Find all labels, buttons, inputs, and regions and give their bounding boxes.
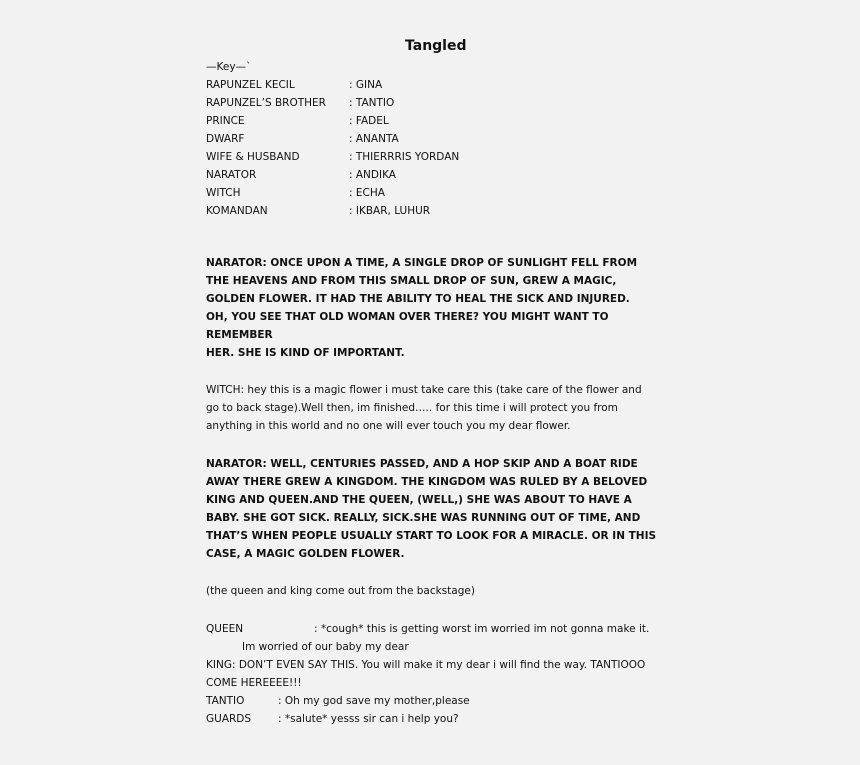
dialogue-row-king: KING: DON’T EVEN SAY THIS. You will make it my dear i will find the way. TANTIOOO [206,659,646,671]
paragraph-line: REMEMBER [206,329,273,341]
dialogue-row-queen [206,620,666,638]
cast-actor: : TANTIO [349,97,395,109]
speaker-name: TANTIO [206,695,245,707]
speaker-line: : *cough* this is getting worst im worried im not gonna make it. [314,623,650,635]
paragraph-line: GOLDEN FLOWER. IT HAD THE ABILITY TO HEAL THE SICK AND INJURED. [206,293,630,305]
cast-actor: : FADEL [349,115,389,127]
cast-actor: : GINA [349,79,383,91]
cast-row [206,94,666,112]
cast-role: RAPUNZEL KECIL [206,79,295,91]
cast-list [206,76,666,220]
paragraph-line: HER. SHE IS KIND OF IMPORTANT. [206,347,405,359]
paragraph-line: CASE, A MAGIC GOLDEN FLOWER. [206,548,405,560]
speaker-name: GUARDS [206,713,252,725]
cast-role: WIFE & HUSBAND [206,151,300,163]
cast-role: DWARF [206,133,245,145]
cast-row [206,184,666,202]
witch-paragraph [206,381,666,435]
paragraph-line: THAT’S WHEN PEOPLE USUALLY START TO LOOK FOR A MIRACLE. OR IN THIS [206,530,657,542]
cast-role: RAPUNZEL’S BROTHER [206,97,326,109]
document-title: Tangled [405,38,467,54]
paragraph-line: NARATOR: ONCE UPON A TIME, A SINGLE DROP OF SUNLIGHT FELL FROM [206,257,638,269]
speaker-name: QUEEN [206,623,244,635]
key-heading: —Key—` [206,61,252,73]
paragraph-line: anything in this world and no one will ever touch you my dear flower. [206,420,571,432]
narrator-paragraph-1 [206,254,666,362]
paragraph-line: OH, YOU SEE THAT OLD WOMAN OVER THERE? YOU MIGHT WANT TO [206,311,609,323]
paragraph-line: AWAY THERE GREW A KINGDOM. THE KINGDOM WAS RULED BY A BELOVED [206,476,648,488]
paragraph-line: BABY. SHE GOT SICK. REALLY, SICK.SHE WAS RUNNING OUT OF TIME, AND [206,512,641,524]
cast-row [206,148,666,166]
cast-row [206,130,666,148]
cast-row [206,76,666,94]
speaker-line: : *salute* yesss sir can i help you? [278,713,459,725]
paragraph-line: NARATOR: WELL, CENTURIES PASSED, AND A HOP SKIP AND A BOAT RIDE [206,458,638,470]
cast-row [206,202,666,220]
dialogue-row-king-cont: COME HEREEEE!!! [206,677,302,689]
cast-role: PRINCE [206,115,245,127]
stage-direction [206,582,666,600]
cast-actor: : IKBAR, LUHUR [349,205,431,217]
cast-actor: : ANANTA [349,133,399,145]
cast-row [206,166,666,184]
cast-role: NARATOR [206,169,257,181]
paragraph-line: WITCH: hey this is a magic flower i must take care this (take care of the flower and [206,384,642,396]
paragraph-line: go to back stage).Well then, im finished….. for this time i will protect you from [206,402,618,414]
cast-role: KOMANDAN [206,205,268,217]
cast-actor: : ANDIKA [349,169,396,181]
speaker-line: : Oh my god save my mother,please [278,695,470,707]
narrator-paragraph-2 [206,455,666,563]
cast-role: WITCH [206,187,241,199]
cast-actor: : ECHA [349,187,385,199]
paragraph-line: THE HEAVENS AND FROM THIS SMALL DROP OF SUN, GREW A MAGIC, [206,275,617,287]
paragraph-line: KING AND QUEEN.AND THE QUEEN, (WELL,) SHE WAS ABOUT TO HAVE A [206,494,632,506]
dialogue-row-guards [206,710,666,728]
dialogue-continuation: Im worried of our baby my dear [242,641,409,653]
cast-actor: : THIERRRIS YORDAN [349,151,460,163]
dialogue-section [206,620,666,728]
cast-row [206,112,666,130]
dialogue-row-tantio [206,692,666,710]
stage-direction-text: (the queen and king come out from the backstage) [206,585,475,597]
